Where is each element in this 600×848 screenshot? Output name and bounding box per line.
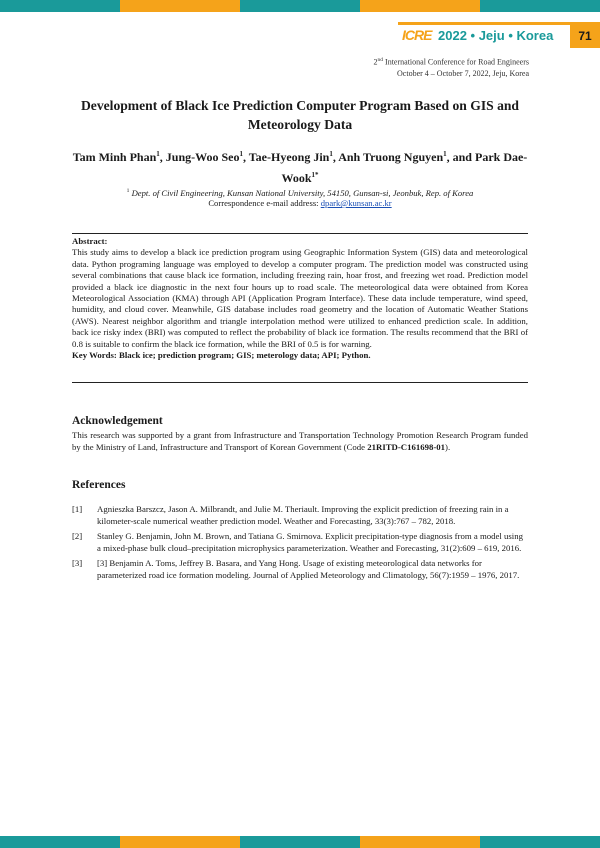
reference-item: [72, 531, 528, 554]
reference-text: [3] Benjamin A. Toms, Jeffrey B. Basara, and Yang Hong. Usage of existing meteorological data networks for parameterized road ice formation modeling. Journal of Applied Meteorology and Climatology, 56(7):1959 – 1976, 2017.: [97, 558, 520, 580]
abstract-label: Abstract:: [72, 236, 108, 246]
email-link[interactable]: dpark@kunsan.ac.kr: [320, 198, 392, 208]
abstract-bottom-rule: [72, 382, 528, 383]
paper-title: Development of Black Ice Prediction Computer Program Based on GIS and Meteorology Data: [80, 98, 519, 132]
conference-brand: 2022 • Jeju • Korea: [438, 28, 554, 43]
page-number: 71: [570, 25, 600, 48]
correspondence: Correspondence e-mail address: dpark@kunsan.ac.kr: [208, 198, 392, 208]
author-name: Anh Truong Nguyen: [338, 150, 444, 164]
reference-text: Stanley G. Benjamin, John M. Brown, and Tatiana G. Smirnova. Explicit precipitation-type diagnosis from a model using a mixed-phase bulk cloud–precipitation microphysics parameterization. Weather and Forecasting, 31(2):609 – 619, 2016.: [97, 531, 523, 553]
reference-number: [1]: [72, 504, 83, 514]
reference-text: Agnieszka Barszcz, Jason A. Milbrandt, and Julie M. Theriault. Improving the explicit prediction of freezing rain in a kilometer-scale numerical weather prediction model. Weather and Forecasting, 33(3):767 – 782, 2018.: [97, 504, 509, 526]
conference-line-2: October 4 – October 7, 2022, Jeju, Korea: [397, 68, 529, 78]
acknowledgement-text: This research was supported by a grant from Infrastructure and Transportation Technology Promotion Research Program funded by the Ministry of Land, Infrastructure and Transport of Korean Government (Code 21RITD-C161698-01).: [72, 430, 528, 452]
abstract-top-rule: [72, 233, 528, 234]
affiliation: $^1$ Dept. of Civil Engineering, Kunsan National University, 54150, Gunsan-si, Jeonbuk, Rep. of Korea: [126, 187, 474, 198]
reference-number: [2]: [72, 531, 83, 542]
conference-info: [374, 55, 529, 79]
acknowledgement-heading: Acknowledgement: [72, 415, 163, 427]
keywords: Key Words: Black ice; prediction program; GIS; meterology data; API; Python.: [72, 350, 371, 361]
author-name: Tae-Hyeong Jin: [248, 150, 330, 164]
grant-code: 21RITD-C161698-01: [367, 441, 446, 452]
conference-logo: ICRE: [402, 27, 432, 43]
reference-number: [3]: [72, 558, 83, 569]
references-heading: References: [72, 479, 126, 491]
conference-line-1: 2nd International Conference for Road Engineers: [373, 57, 529, 67]
reference-item: [72, 504, 528, 527]
reference-list: [72, 504, 528, 586]
author-name: Jung-Woo Seo: [165, 150, 240, 164]
author-name: Park Dae-Wook: [281, 150, 528, 185]
abstract-block: [72, 236, 528, 361]
top-color-bar: [0, 0, 600, 12]
abstract-text: This study aims to develop a black ice prediction program using Geographic Information System (GIS) data and meteorological data. Python programing language was employed to develop a computer program. The prediction model was constructed using several combinations that cause black ice formation, including freezing rain, hoar frost, and freezing wet road. Prediction model provided a black ice diagnostic in the next four hours up to road scale. The meteorological data were obtained from Korea Meteorological Association (KMA) through API (Application Program Interface). These data include temperature, wind speed, humidity, and cloud cover. Meanwhile, GIS database includes road geometry and the location of Automatic Weather Stations (AWS). Nearest neighbor algorithm and triangle interpolation method were utilized to enhanced prediction scale. In addition, back ice risky index (BRI) was computed to reflect the probability of black ice formation. The results recommend that the BRI of 0.8 is suitable to confirm the black ice formation, while the BRI of 0.5 is for warning.: [72, 247, 528, 349]
author-list: Tam Minh Phan$^1$, Jung-Woo Seo$^1$, Tae-Hyeong Jin$^1$, Anh Truong Nguyen$^1$, and Park Dae-Wook$^{1*}$: [72, 150, 528, 185]
author-name: Tam Minh Phan: [72, 150, 157, 164]
reference-item: [72, 558, 528, 581]
bottom-color-bar: [0, 836, 600, 848]
conference-header: [398, 22, 600, 48]
